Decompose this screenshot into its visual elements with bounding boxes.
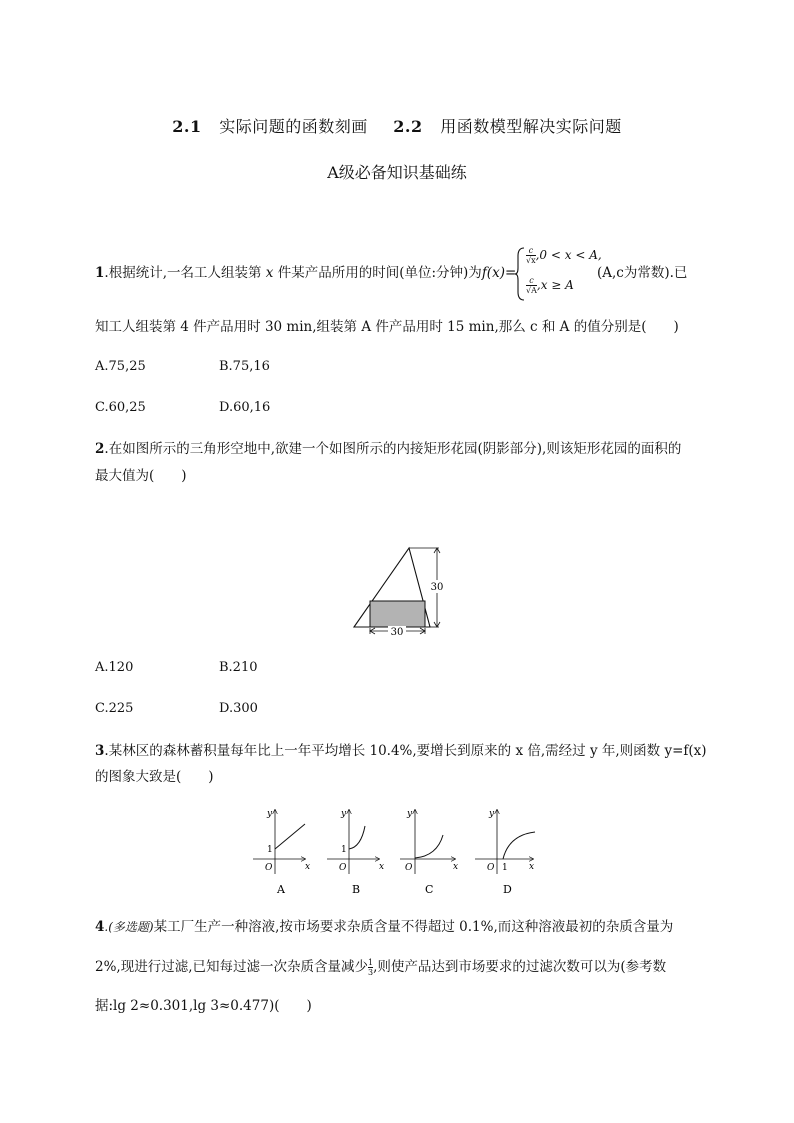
q1-paren: (A,c为常数).已: [597, 265, 688, 281]
q1-frac-1-den: √x: [526, 256, 536, 265]
graph-d: [475, 809, 535, 896]
graph-c-curve: [415, 835, 443, 858]
q1-frac-2-den: √A: [526, 286, 537, 295]
q1-frac-2-num: c: [529, 276, 534, 285]
q4-frac-num: 1: [368, 958, 374, 967]
graph-c-label: C: [425, 883, 434, 896]
q4-number: 4: [95, 919, 105, 935]
q4-line2: [95, 958, 666, 977]
graph-b-origin: O: [339, 863, 347, 873]
title-1-text: 实际问题的函数刻画: [219, 117, 368, 136]
title-2-text: 用函数模型解决实际问题: [440, 117, 622, 136]
graph-c-y-label: y: [407, 809, 413, 819]
q1-frac-1: [526, 246, 536, 265]
graph-b: [327, 809, 384, 896]
q2-option-d[interactable]: D.300: [219, 701, 258, 716]
graph-a-origin: O: [265, 863, 273, 873]
height-label: 30: [430, 582, 444, 593]
q2-triangle-figure: [348, 540, 448, 640]
graph-b-one: 1: [341, 845, 347, 855]
q1-option-d[interactable]: D.60,16: [219, 400, 271, 415]
graph-a-x-label: x: [305, 862, 311, 872]
graph-a-label: A: [277, 883, 285, 896]
shaded-rectangle: [370, 601, 425, 627]
graph-a-y-label: y: [267, 809, 273, 819]
q1-line2: 知工人组装第 4 件产品用时 30 min,组装第 A 件产品用时 15 min,那么 c 和 A 的值分别是( ): [95, 319, 679, 335]
graph-d-curve: [503, 832, 535, 859]
graph-d-x-label: x: [529, 862, 535, 872]
graph-b-y-label: y: [341, 809, 347, 819]
q2-number: 2: [95, 441, 105, 457]
q1-brace: [514, 246, 526, 302]
q4-frac-den: 3: [368, 968, 374, 977]
title-2-number: 2.2: [393, 117, 423, 136]
q4-text-1: 某工厂生产一种溶液,按市场要求杂质含量不得超过 0.1%,而这种溶液最初的杂质含量为: [153, 919, 674, 935]
q2-option-b[interactable]: B.210: [219, 660, 258, 675]
base-label: 30: [390, 627, 404, 638]
q1-text-b: 件某产品所用的时间(单位:分钟)为: [277, 265, 482, 281]
graph-d-origin: O: [487, 863, 495, 873]
q1-option-c[interactable]: C.60,25: [95, 400, 146, 415]
q4-line1: [95, 918, 673, 936]
q1-fx: f(x)=: [481, 265, 517, 281]
q2-line1: [95, 440, 681, 458]
graph-a: [253, 809, 310, 896]
q1-number: 1: [95, 265, 105, 281]
q1-case-2-text: ,x ≥ A: [536, 278, 574, 292]
q4-text-2a: 2%,现进行过滤,已知每过滤一次杂质含量减少: [95, 959, 368, 975]
graph-d-label: D: [503, 883, 512, 896]
q1-case-1-text: ,0 < x < A,: [535, 248, 602, 262]
q3-line2: 的图象大致是( ): [95, 769, 214, 785]
q2-line2: 最大值为( ): [95, 468, 187, 484]
q1-case-2: [526, 276, 574, 295]
q1-frac-2: [526, 276, 537, 295]
q1-case-1: [526, 246, 602, 265]
q4-line3: 据:lg 2≈0.301,lg 3≈0.477)( ): [95, 998, 312, 1014]
q1-frac-1-num: c: [528, 246, 534, 255]
q3-line1: [95, 742, 707, 760]
title-1-number: 2.1: [172, 117, 202, 136]
q1-option-b[interactable]: B.75,16: [219, 359, 270, 374]
page-title: [0, 114, 794, 137]
graph-c: [400, 809, 458, 896]
q1-option-a[interactable]: A.75,25: [95, 359, 146, 374]
graph-b-curve: [349, 826, 365, 849]
graph-a-one: 1: [267, 845, 273, 855]
graph-c-origin: O: [405, 863, 413, 873]
q1-text-a: .根据统计,一名工人组装第: [104, 265, 262, 281]
q3-number: 3: [95, 743, 105, 759]
q2-option-c[interactable]: C.225: [95, 701, 134, 716]
graph-c-x-label: x: [453, 862, 459, 872]
q2-option-a[interactable]: A.120: [95, 660, 134, 675]
graph-d-y-label: y: [489, 809, 495, 819]
page-subtitle: A级必备知识基础练: [327, 163, 467, 182]
q4-tag: .(多选题): [104, 920, 154, 934]
q3-text-1: .某林区的森林蓄积量每年比上一年平均增长 10.4%,要增长到原来的 x 倍,需经过 y 年,则函数 y=f(x): [104, 743, 707, 759]
q4-text-2b: ,则使产品达到市场要求的过滤次数可以为(参考数: [373, 959, 667, 975]
q1-var-x: x: [265, 265, 274, 281]
q3-graphs: [245, 802, 565, 897]
graph-d-one: 1: [502, 863, 508, 873]
graph-a-curve: [275, 824, 305, 849]
q2-text-1: .在如图所示的三角形空地中,欲建一个如图所示的内接矩形花园(阴影部分),则该矩形花园的面积的: [104, 441, 682, 457]
graph-b-label: B: [352, 883, 361, 896]
graph-b-x-label: x: [379, 862, 385, 872]
